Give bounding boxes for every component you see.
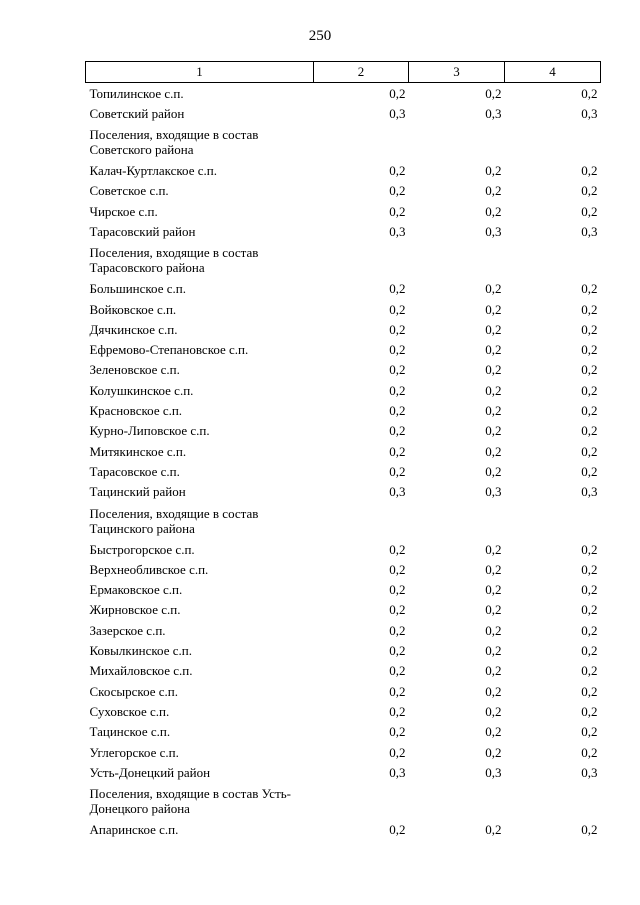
table-row: [86, 299, 601, 319]
row-name-cell: Тацинское с.п.: [89, 724, 171, 740]
table-row: [86, 539, 601, 559]
row-value-col-2: 0,2: [389, 463, 406, 479]
row-value-col-2: 0,3: [389, 105, 406, 121]
row-value-col-2: 0,2: [389, 301, 406, 317]
row-value-col-2: 0,2: [389, 582, 406, 598]
row-value-col-3: 0,2: [485, 602, 502, 618]
table-row: [86, 221, 601, 241]
row-value-col-3: 0,2: [485, 443, 502, 459]
row-name-cell: Поселения, входящие в состав Советского района: [89, 127, 259, 158]
row-value-col-2: 0,2: [389, 403, 406, 419]
row-value-col-4: 0,2: [581, 203, 598, 219]
row-value-col-2: 0,2: [389, 541, 406, 557]
row-value-col-3: 0,2: [485, 423, 502, 439]
row-value-col-4: 0,3: [581, 764, 598, 780]
row-value-col-4: 0,2: [581, 163, 598, 179]
table-row: [86, 103, 601, 123]
row-value-col-4: [505, 123, 601, 160]
row-value-col-2: 0,3: [389, 223, 406, 239]
row-value-col-4: 0,2: [581, 183, 598, 199]
page-number: 250: [308, 28, 332, 44]
row-value-col-4: 0,2: [581, 622, 598, 638]
row-value-col-4: [505, 241, 601, 278]
row-value-col-3: 0,3: [485, 223, 502, 239]
table-group-row: [86, 782, 601, 819]
row-value-col-2: 0,2: [389, 203, 406, 219]
row-value-col-4: 0,2: [581, 443, 598, 459]
row-value-col-3: 0,2: [485, 683, 502, 699]
row-value-col-2: 0,2: [389, 163, 406, 179]
row-value-col-3: [409, 782, 505, 819]
row-value-col-4: 0,3: [581, 105, 598, 121]
row-name-cell: Тацинский район: [89, 484, 186, 500]
row-name-cell: Апаринское с.п.: [89, 822, 179, 838]
row-value-col-3: 0,3: [485, 764, 502, 780]
row-value-col-3: 0,2: [485, 301, 502, 317]
row-name-cell: Советский район: [89, 105, 185, 121]
row-value-col-4: 0,3: [581, 223, 598, 239]
row-value-col-4: 0,2: [581, 643, 598, 659]
row-value-col-3: 0,2: [485, 203, 502, 219]
row-name-cell: Колушкинское с.п.: [89, 382, 194, 398]
row-value-col-4: 0,2: [581, 703, 598, 719]
row-value-col-3: [409, 123, 505, 160]
table-row: [86, 640, 601, 660]
row-value-col-2: 0,2: [389, 183, 406, 199]
row-value-col-2: 0,2: [389, 822, 406, 838]
row-value-col-4: 0,3: [581, 484, 598, 500]
row-value-col-3: 0,2: [485, 541, 502, 557]
row-value-col-3: 0,2: [485, 643, 502, 659]
row-value-col-3: 0,2: [485, 744, 502, 760]
row-value-col-2: [314, 123, 409, 160]
row-value-col-2: 0,2: [389, 622, 406, 638]
table-row: [86, 579, 601, 599]
row-name-cell: Усть-Донецкий район: [89, 764, 211, 780]
row-value-col-4: [505, 782, 601, 819]
row-name-cell: Углегорское с.п.: [89, 744, 179, 760]
table-row: [86, 620, 601, 640]
row-value-col-2: 0,2: [389, 561, 406, 577]
table-row: [86, 380, 601, 400]
row-value-col-2: 0,2: [389, 281, 406, 297]
row-name-cell: Советское с.п.: [89, 183, 169, 199]
row-value-col-4: 0,2: [581, 561, 598, 577]
row-name-cell: Суховское с.п.: [89, 703, 170, 719]
table-row: [86, 681, 601, 701]
row-value-col-4: 0,2: [581, 582, 598, 598]
row-name-cell: Быстрогорское с.п.: [89, 541, 195, 557]
row-name-cell: Митякинское с.п.: [89, 443, 187, 459]
table-row: [86, 742, 601, 762]
row-value-col-3: 0,2: [485, 582, 502, 598]
row-name-cell: Курно-Липовское с.п.: [89, 423, 210, 439]
row-value-col-2: 0,2: [389, 342, 406, 358]
table-row: [86, 180, 601, 200]
row-value-col-4: [505, 502, 601, 539]
row-value-col-4: 0,2: [581, 281, 598, 297]
row-value-col-3: 0,2: [485, 703, 502, 719]
row-value-col-4: 0,2: [581, 342, 598, 358]
row-value-col-3: 0,2: [485, 382, 502, 398]
row-name-cell: Ковылкинское с.п.: [89, 643, 192, 659]
table-row: [86, 762, 601, 782]
row-value-col-3: 0,2: [485, 822, 502, 838]
table-row: [86, 319, 601, 339]
row-name-cell: Жирновское с.п.: [89, 602, 181, 618]
row-value-col-2: 0,2: [389, 703, 406, 719]
row-value-col-3: 0,3: [485, 484, 502, 500]
row-value-col-3: [409, 502, 505, 539]
row-value-col-3: 0,2: [485, 183, 502, 199]
header-col-3: 3: [409, 62, 505, 83]
row-value-col-3: 0,2: [485, 663, 502, 679]
row-value-col-3: 0,3: [485, 105, 502, 121]
row-value-col-2: 0,2: [389, 321, 406, 337]
row-name-cell: Калач-Куртлакское с.п.: [89, 163, 217, 179]
row-value-col-2: 0,2: [389, 382, 406, 398]
row-name-cell: Тарасовское с.п.: [89, 463, 180, 479]
row-value-col-4: 0,2: [581, 403, 598, 419]
row-name-cell: Верхнеобливское с.п.: [89, 561, 209, 577]
row-name-cell: Дячкинское с.п.: [89, 321, 178, 337]
row-value-col-3: 0,2: [485, 281, 502, 297]
header-col-2: 2: [314, 62, 409, 83]
row-value-col-2: 0,2: [389, 724, 406, 740]
row-value-col-3: 0,2: [485, 724, 502, 740]
header-row: [86, 62, 601, 83]
table-header: [86, 62, 601, 83]
row-value-col-4: 0,2: [581, 683, 598, 699]
header-col-1: 1: [86, 62, 314, 83]
table-row: [86, 461, 601, 481]
table-row: [86, 201, 601, 221]
row-name-cell: Скосырское с.п.: [89, 683, 178, 699]
row-name-cell: Поселения, входящие в состав Усть-Донецкого района: [89, 786, 292, 817]
row-value-col-4: 0,2: [581, 602, 598, 618]
row-value-col-4: 0,2: [581, 822, 598, 838]
table-row: [86, 441, 601, 461]
row-name-cell: Войковское с.п.: [89, 301, 177, 317]
table-row: [86, 660, 601, 680]
row-name-cell: Большинское с.п.: [89, 281, 186, 297]
row-value-col-4: 0,2: [581, 423, 598, 439]
table-row: [86, 83, 601, 103]
row-value-col-4: 0,2: [581, 321, 598, 337]
row-name-cell: Чирское с.п.: [89, 203, 158, 219]
row-value-col-3: 0,2: [485, 86, 502, 101]
row-value-col-3: 0,2: [485, 463, 502, 479]
table-group-row: [86, 123, 601, 160]
row-value-col-4: 0,2: [581, 382, 598, 398]
row-value-col-4: 0,2: [581, 362, 598, 378]
row-value-col-3: 0,2: [485, 342, 502, 358]
row-value-col-4: 0,2: [581, 463, 598, 479]
table-group-row: [86, 502, 601, 539]
row-value-col-2: 0,3: [389, 764, 406, 780]
row-value-col-3: 0,2: [485, 321, 502, 337]
table-row: [86, 160, 601, 180]
row-value-col-2: 0,2: [389, 362, 406, 378]
row-name-cell: Красновское с.п.: [89, 403, 183, 419]
row-value-col-3: [409, 241, 505, 278]
row-value-col-3: 0,2: [485, 561, 502, 577]
table-row: [86, 339, 601, 359]
row-value-col-2: 0,2: [389, 602, 406, 618]
row-value-col-2: 0,2: [389, 443, 406, 459]
row-value-col-4: 0,2: [581, 301, 598, 317]
row-value-col-2: 0,2: [389, 86, 406, 101]
row-name-cell: Поселения, входящие в состав Тацинского района: [89, 505, 259, 536]
row-value-col-2: 0,2: [389, 663, 406, 679]
row-name-cell: Михайловское с.п.: [89, 663, 193, 679]
table-row: [86, 420, 601, 440]
row-value-col-4: 0,2: [581, 663, 598, 679]
table-row: [86, 400, 601, 420]
row-name-cell: Поселения, входящие в состав Тарасовского района: [89, 245, 259, 276]
row-value-col-2: 0,2: [389, 423, 406, 439]
row-value-col-4: 0,2: [581, 724, 598, 740]
row-value-col-2: [314, 502, 409, 539]
row-value-col-2: 0,2: [389, 643, 406, 659]
table-row: [86, 559, 601, 579]
table-row: [86, 481, 601, 501]
row-value-col-3: 0,2: [485, 622, 502, 638]
row-value-col-3: 0,2: [485, 403, 502, 419]
row-name-cell: Тарасовский район: [89, 223, 196, 239]
row-value-col-2: 0,2: [389, 683, 406, 699]
row-value-col-2: 0,3: [389, 484, 406, 500]
row-name-cell: Ефремово-Степановское с.п.: [89, 342, 249, 358]
row-value-col-4: 0,2: [581, 541, 598, 557]
row-value-col-4: 0,2: [581, 744, 598, 760]
table-row: [86, 599, 601, 619]
table-body: [86, 83, 601, 840]
data-table: [85, 61, 601, 839]
table-row: [86, 819, 601, 839]
row-value-col-2: [314, 241, 409, 278]
table-group-row: [86, 241, 601, 278]
row-value-col-2: [314, 782, 409, 819]
row-value-col-3: 0,2: [485, 163, 502, 179]
table-row: [86, 721, 601, 741]
table-row: [86, 359, 601, 379]
row-name-cell: Зазерское с.п.: [89, 622, 166, 638]
row-name-cell: Ермаковское с.п.: [89, 582, 183, 598]
row-name-cell: Зеленовское с.п.: [89, 362, 180, 378]
table-row: [86, 701, 601, 721]
table-row: [86, 278, 601, 298]
row-name-cell: Топилинское с.п.: [89, 86, 184, 101]
row-value-col-4: 0,2: [581, 86, 598, 101]
header-col-4: 4: [505, 62, 601, 83]
row-value-col-2: 0,2: [389, 744, 406, 760]
row-value-col-3: 0,2: [485, 362, 502, 378]
